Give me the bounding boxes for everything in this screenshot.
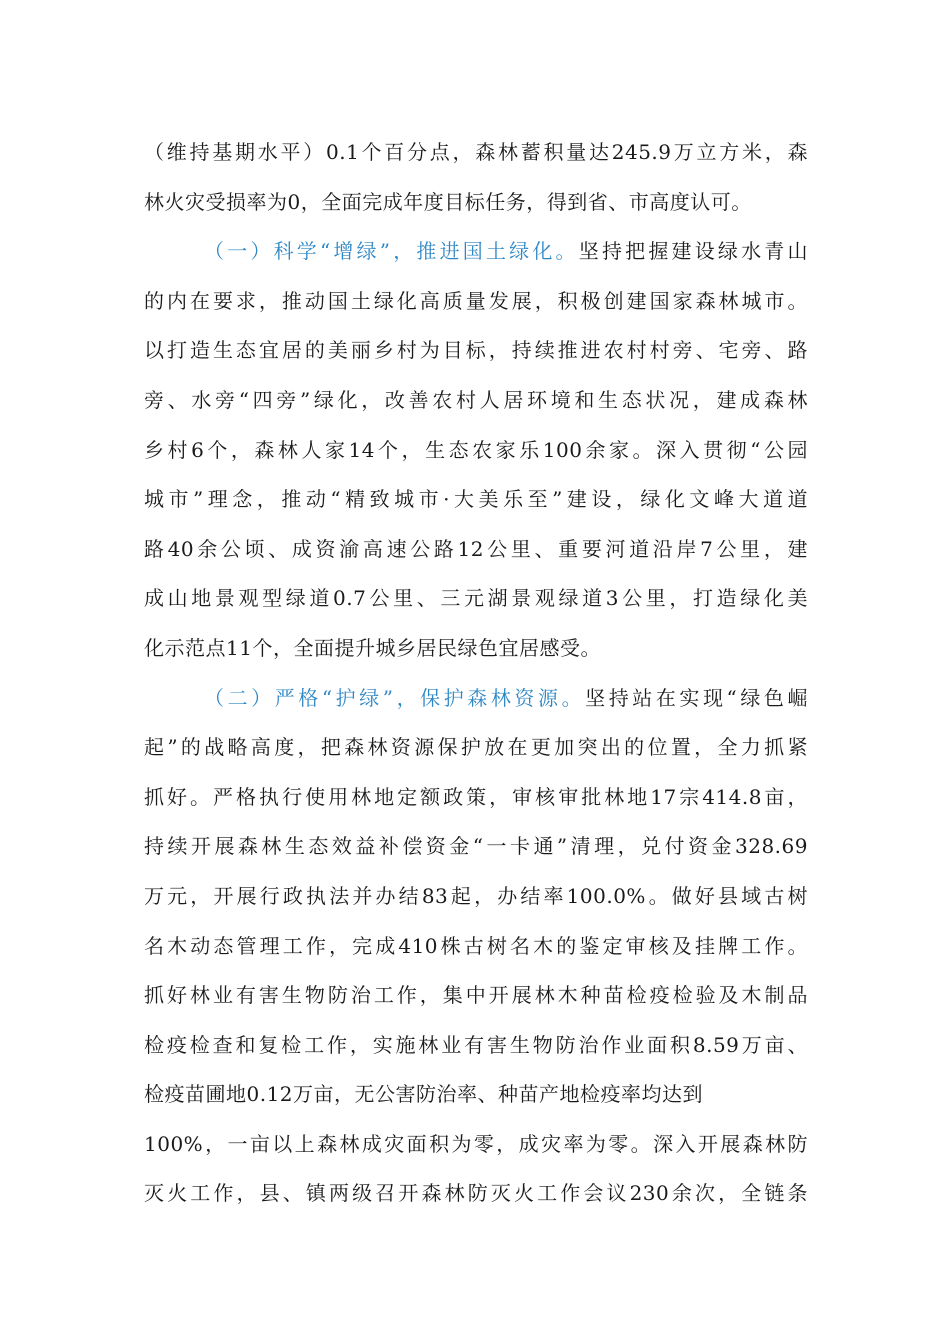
line-text: 检疫检查和复检工作，实施林业有害生物防治作业面积8.59万亩、: [144, 1032, 808, 1057]
paragraph-line: [144, 922, 808, 972]
line-text: 万元，开展行政执法并办结83起，办结率100.0%。做好县域古树: [144, 883, 808, 908]
line-text: 成山地景观型绿道0.7公里、三元湖景观绿道3公里，打造绿化美: [144, 586, 808, 611]
line-text: 乡村6个，森林人家14个，生态农家乐100余家。深入贯彻“公园: [144, 437, 808, 462]
section-heading: （一）科学“增绿”，推进国土绿化。: [204, 239, 579, 264]
paragraph-line: [144, 178, 808, 228]
paragraph-line: [144, 1169, 808, 1219]
line-text: 以打造生态宜居的美丽乡村为目标，持续推进农村村旁、宅旁、路: [144, 338, 808, 363]
line-text: 城市”理念，推动“精致城市·大美乐至”建设，绿化文峰大道道: [144, 487, 808, 512]
line-text: 坚持把握建设绿水青山: [578, 239, 808, 264]
paragraph-line: [144, 525, 808, 575]
document-body: [144, 128, 808, 1219]
paragraph-line: [144, 277, 808, 327]
paragraph-line: [144, 326, 808, 376]
paragraph-line: [144, 1021, 808, 1071]
paragraph-line: [144, 822, 808, 872]
line-text: 名木动态管理工作，完成410株古树名木的鉴定审核及挂牌工作。: [144, 933, 808, 958]
paragraph-line: [144, 773, 808, 823]
line-text: 100%，一亩以上森林成灾面积为零，成灾率为零。深入开展森林防: [144, 1131, 808, 1156]
paragraph-line: [144, 376, 808, 426]
paragraph-line: [144, 624, 808, 674]
document-page: [144, 128, 808, 1219]
line-text: 抓好林业有害生物防治工作，集中开展林木种苗检疫检验及木制品: [144, 983, 808, 1008]
paragraph-line: [144, 1120, 808, 1170]
paragraph-line: [144, 128, 808, 178]
line-text: 检疫苗圃地0.12万亩，无公害防治率、种苗产地检疫率均达到: [144, 1082, 704, 1107]
line-text: 灭火工作，县、镇两级召开森林防灭火工作会议230余次，全链条: [144, 1181, 808, 1206]
paragraph-line: [144, 426, 808, 476]
line-text: 起”的战略高度，把森林资源保护放在更加突出的位置，全力抓紧: [144, 735, 808, 760]
paragraph-line: [144, 574, 808, 624]
line-text: 路40余公顷、成资渝高速公路12公里、重要河道沿岸7公里，建: [144, 536, 808, 561]
paragraph-line: [144, 723, 808, 773]
paragraph-line: [144, 475, 808, 525]
section-heading: （二）严格“护绿”，保护森林资源。: [204, 685, 586, 710]
line-text: 抓好。严格执行使用林地定额政策，审核审批林地17宗414.8亩，: [144, 784, 808, 809]
line-text: 化示范点11个，全面提升城乡居民绿色宜居感受。: [144, 635, 601, 660]
line-text: 持续开展森林生态效益补偿资金“一卡通”清理，兑付资金328.69: [144, 834, 808, 859]
line-text: （维持基期水平）0.1个百分点，森林蓄积量达245.9万立方米，森: [144, 140, 808, 164]
section-heading-line: [144, 674, 808, 724]
line-text: 旁、水旁“四旁”绿化，改善农村人居环境和生态状况，建成森林: [144, 387, 808, 412]
paragraph-line: [144, 1070, 808, 1120]
line-text: 林火灾受损率为0，全面完成年度目标任务，得到省、市高度认可。: [144, 189, 752, 214]
paragraph-line: [144, 971, 808, 1021]
line-text: 的内在要求，推动国土绿化高质量发展，积极创建国家森林城市。: [144, 288, 808, 313]
section-heading-line: [144, 227, 808, 277]
line-text: 坚持站在实现“绿色崛: [585, 685, 808, 710]
paragraph-line: [144, 872, 808, 922]
